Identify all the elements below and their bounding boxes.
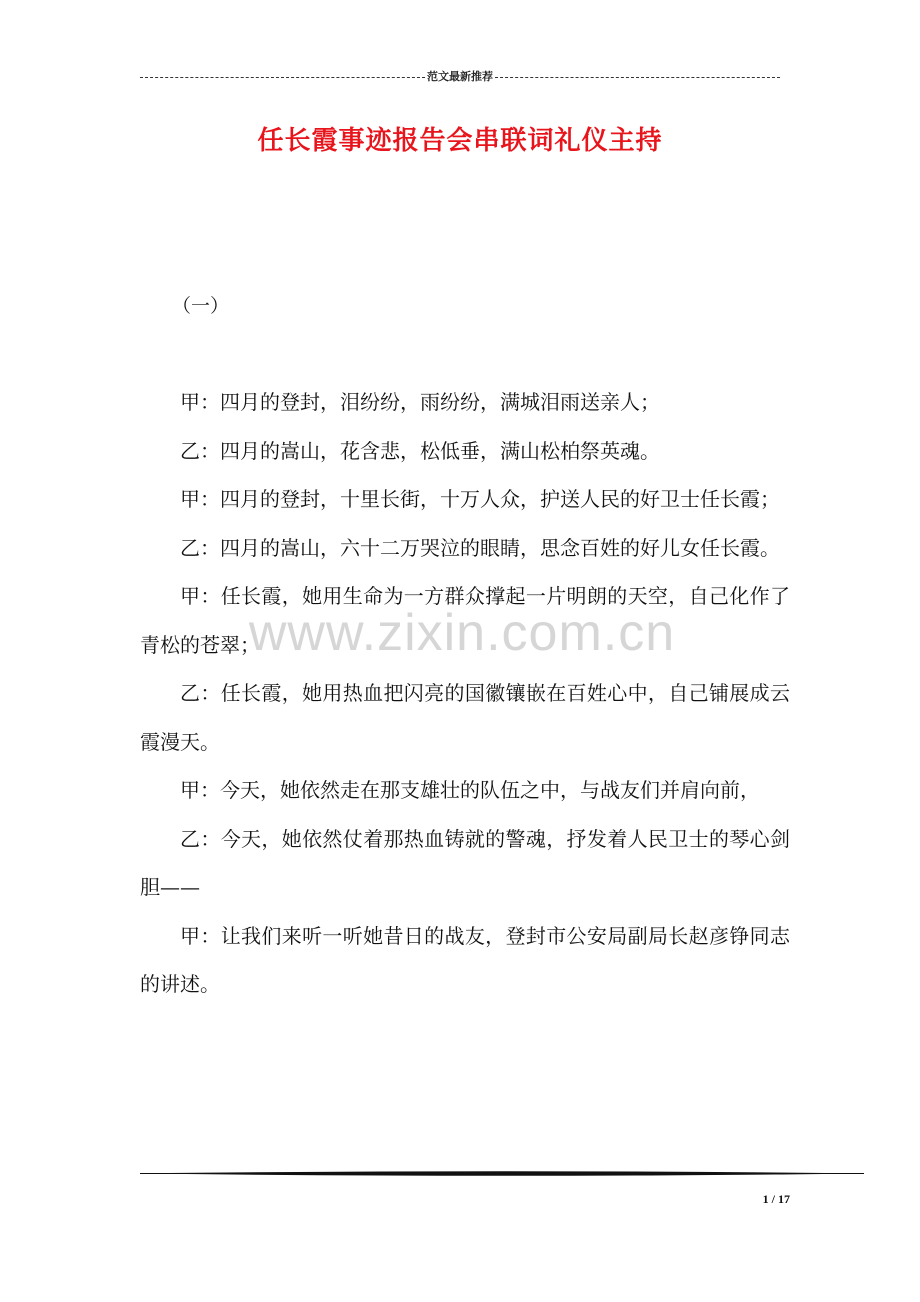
paragraph: 乙：四月的嵩山，花含悲，松低垂，满山松柏祭英魂。 (180, 438, 660, 463)
paragraph: 甲：让我们来听一听她昔日的战友，登封市公安局副局长赵彦铮同志的讲述。 (140, 923, 790, 996)
paragraph: 乙：四月的嵩山，六十二万哭泣的眼睛，思念百姓的好儿女任长霞。 (180, 535, 780, 560)
footer-rule (140, 1170, 864, 1177)
paragraph: 甲：今天，她依然走在那支雄壮的队伍之中，与战友们并肩向前， (180, 778, 760, 802)
header-rule (140, 68, 780, 84)
header-label: 范文最新推荐 (427, 71, 493, 83)
header-dash-right (495, 77, 780, 78)
paragraph: 乙：今天，她依然仗着那热血铸就的警魂，抒发着人民卫士的琴心剑胆—— (140, 826, 790, 899)
paragraph: 甲：任长霞，她用生命为一方群众撑起一片明朗的天空，自己化作了青松的苍翠； (140, 584, 790, 657)
paragraph: 甲：四月的登封，十里长街，十万人众，护送人民的好卫士任长霞； (180, 487, 780, 511)
document-body (140, 378, 790, 1009)
paragraph: 乙：任长霞，她用热血把闪亮的国徽镶嵌在百姓心中，自己铺展成云霞漫天。 (140, 681, 790, 754)
document-title: 任长霞事迹报告会串联词礼仪主持 (257, 126, 663, 156)
paragraph: 甲：四月的登封，泪纷纷，雨纷纷，满城泪雨送亲人； (180, 390, 660, 414)
watermark: www.zixin.com.cn (248, 604, 676, 662)
page-number: 1 / 17 (762, 1192, 790, 1206)
header-dash-left (140, 77, 425, 78)
section-label: （一） (172, 295, 230, 317)
